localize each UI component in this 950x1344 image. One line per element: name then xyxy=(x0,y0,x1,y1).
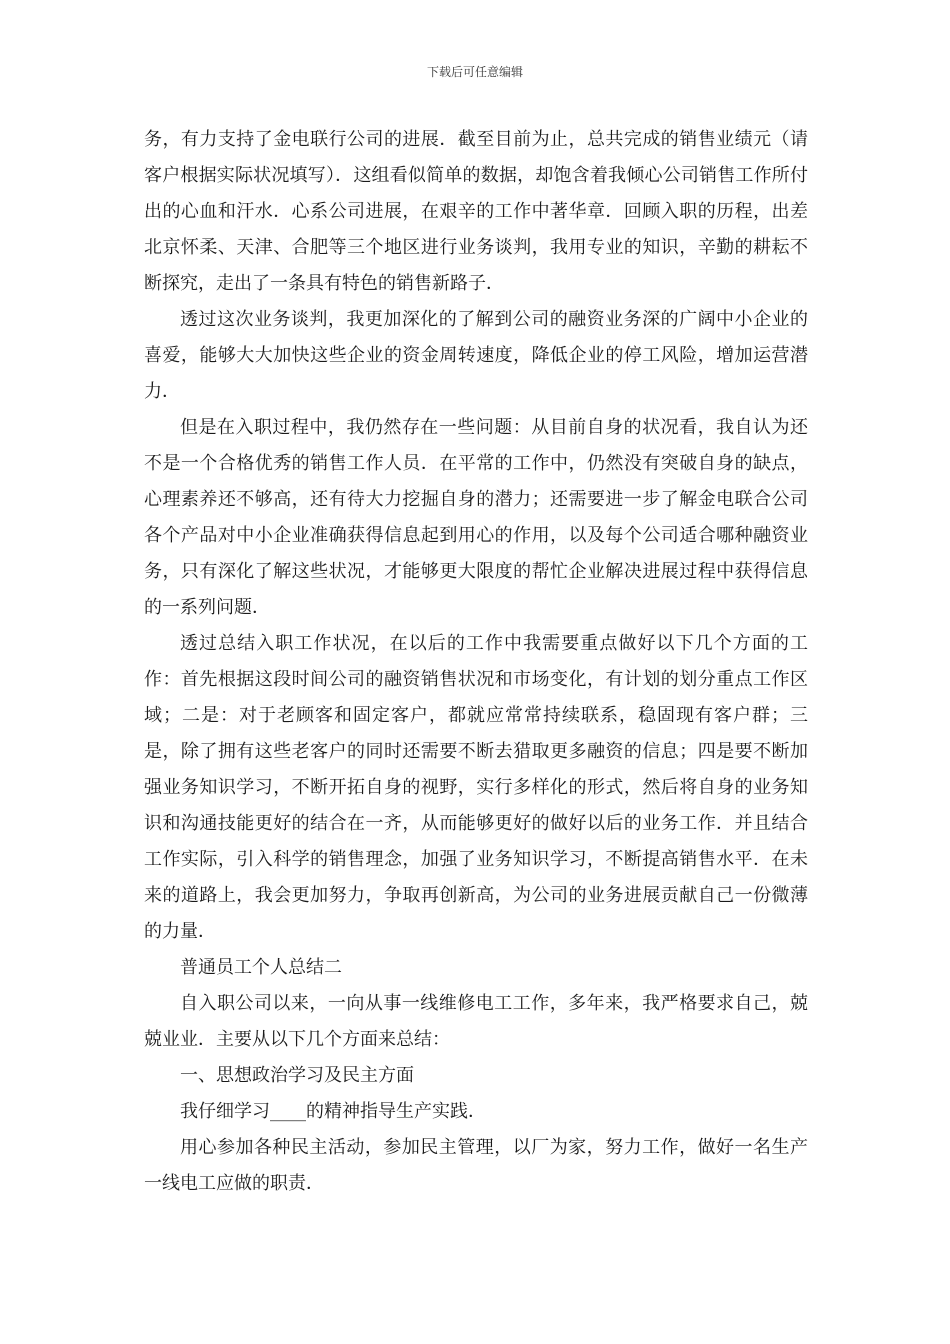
page-header: 下载后可任意编辑 xyxy=(426,65,523,79)
paragraph-1: 务，有力支持了金电联行公司的进展．截至目前为止，总共完成的销售业绩元（请客户根据实际状况填写）．这组看似简单的数据，却饱含着我倾心公司销售工作所付出的心血和汗水．心系公司进展，在艰辛的工作中著华章．回顾入职的历程，出差北京怀柔、天津、合肥等三个地区进行业务谈判，我用专业的知识，辛勤的耕耘不断探究，走出了一条具有特色的销售新路子． xyxy=(144,129,808,294)
section-heading: 普通员工个人总结二 xyxy=(180,957,342,978)
paragraph-3: 但是在入职过程中，我仍然存在一些问题：从目前自身的状况看，我自认为还不是一个合格优秀的销售工作人员．在平常的工作中，仍然没有突破自身的缺点，心理素养还不够高，还有待大力挖掘自身的潜力；还需要进一步了解金电联合公司各个产品对中小企业准确获得信息起到用心的作用，以及每个公司适合哪种融资业务，只有深化了解这些状况，才能够更大限度的帮忙企业解决进展过程中获得信息的一系列问题． xyxy=(144,417,808,618)
paragraph-6: 我仔细学习____的精神指导生产实践． xyxy=(180,1101,486,1122)
paragraph-4: 透过总结入职工作状况，在以后的工作中我需要重点做好以下几个方面的工作：首先根据这段时间公司的融资销售状况和市场变化，有计划的划分重点工作区域；二是：对于老顾客和固定客户，都就应常常持续联系，稳固现有客户群；三是，除了拥有这些老客户的同时还需要不断去猎取更多融资的信息；四是要不断加强业务知识学习，不断开拓自身的视野，实行多样化的形式，然后将自身的业务知识和沟通技能更好的结合在一齐，从而能够更好的做好以后的业务工作．并且结合工作实际，引入科学的销售理念，加强了业务知识学习，不断提高销售水平．在未来的道路上，我会更加努力，争取再创新高，为公司的业务进展贡献自己一份微薄的力量． xyxy=(144,633,808,942)
subsection-heading: 一、思想政治学习及民主方面 xyxy=(180,1065,414,1086)
paragraph-7: 用心参加各种民主活动，参加民主管理，以厂为家，努力工作，做好一名生产一线电工应做的职责． xyxy=(144,1137,808,1194)
paragraph-5: 自入职公司以来，一向从事一线维修电工工作，多年来，我严格要求自己，兢兢业业．主要从以下几个方面来总结： xyxy=(144,993,808,1050)
paragraph-2: 透过这次业务谈判，我更加深化的了解到公司的融资业务深的广阔中小企业的喜爱，能够大大加快这些企业的资金周转速度，降低企业的停工风险，增加运营潜力． xyxy=(144,309,808,402)
document-body xyxy=(144,122,808,1202)
